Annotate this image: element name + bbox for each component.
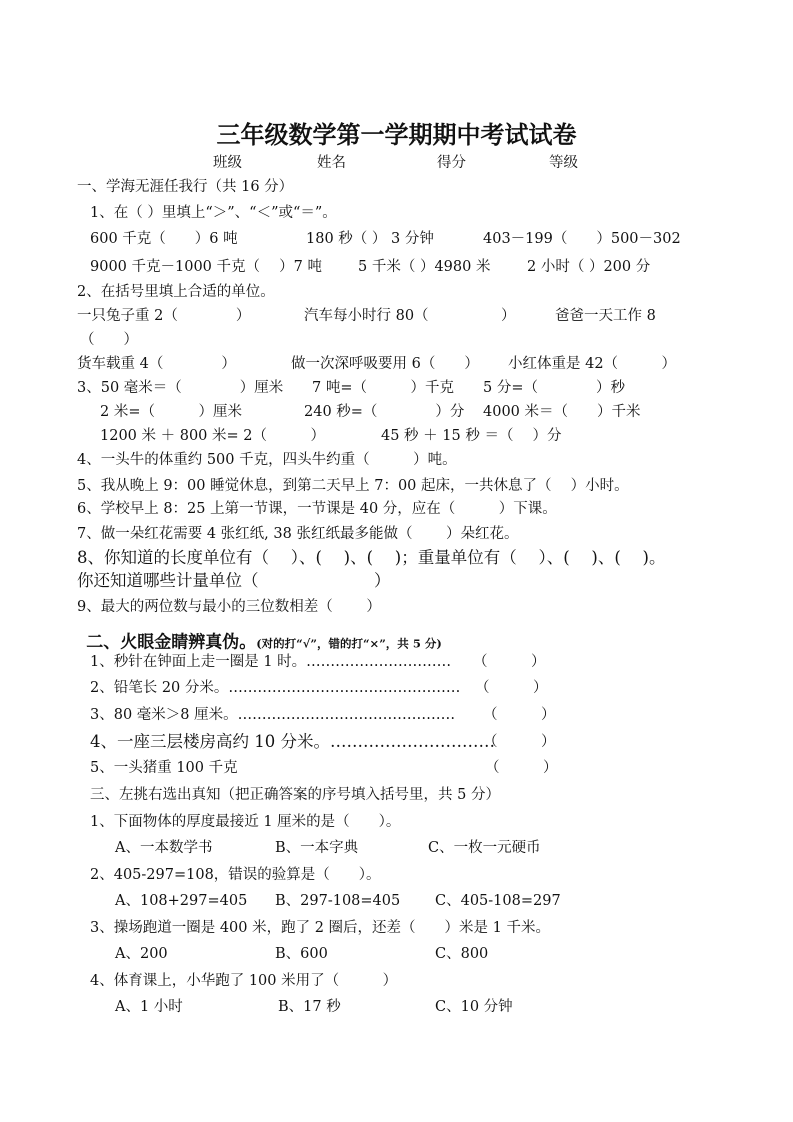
choice-option: C、800 bbox=[435, 945, 489, 962]
q6: 6、学校早上 8：25 上第一节课，一节课是 40 分，应在（ ）下课。 bbox=[77, 500, 557, 517]
q1-item: 2 小时（ ）200 分 bbox=[527, 258, 651, 275]
choice-option: B、600 bbox=[275, 945, 328, 962]
q2-item: 爸爸一天工作 8 bbox=[555, 307, 656, 324]
choice-question: 1、下面物体的厚度最接近 1 厘米的是（ ）。 bbox=[90, 813, 401, 830]
q2-prompt: 2、在括号里填上合适的单位。 bbox=[77, 283, 275, 300]
q2-item: 一只兔子重 2（ ） bbox=[77, 307, 251, 324]
q1-item: 180 秒（ ） 3 分钟 bbox=[306, 230, 434, 247]
q3-item: 45 秒 ＋ 15 秒 ＝（ ）分 bbox=[381, 427, 562, 444]
section3-heading: 三、左挑右选出真知（把正确答案的序号填入括号里，共 5 分） bbox=[90, 786, 500, 803]
q3-item: 5 分=（ ）秒 bbox=[483, 379, 625, 396]
choice-option: C、一枚一元硬币 bbox=[428, 839, 541, 856]
name-field-label: 姓名 bbox=[317, 154, 346, 171]
q1-item: 9000 千克－1000 千克（ ）7 吨 bbox=[90, 258, 322, 275]
judge-blank: （ ） bbox=[473, 653, 546, 670]
section2-note: (对的打“√”，错的打“×”，共 5 分) bbox=[256, 635, 442, 650]
q1-item: 5 千米（ ）4980 米 bbox=[358, 258, 491, 275]
q3-item: 3、50 毫米＝（ ）厘米 bbox=[77, 379, 284, 396]
judge-blank: （ ） bbox=[483, 706, 556, 723]
q1-prompt: 1、在（ ）里填上“＞”、“＜”或“＝”。 bbox=[90, 204, 337, 221]
choice-question: 2、405-297=108，错误的验算是（ ）。 bbox=[90, 866, 381, 883]
judge-blank: （ ） bbox=[475, 679, 548, 696]
choice-option: C、405-108=297 bbox=[435, 892, 561, 909]
choice-option: A、1 小时 bbox=[115, 998, 183, 1015]
q3-item: 2 米=（ ）厘米 bbox=[100, 403, 242, 420]
choice-option: A、200 bbox=[115, 945, 168, 962]
choice-question: 3、操场跑道一圈是 400 米，跑了 2 圈后，还差（ ）米是 1 千米。 bbox=[90, 919, 551, 936]
q3-item: 4000 米＝（ ）千米 bbox=[483, 403, 641, 420]
q7: 7、做一朵红花需要 4 张红纸, 38 张红纸最多能做（ ）朵红花。 bbox=[77, 525, 519, 542]
judge-item: 2、铅笔长 20 分米。………………………………………… bbox=[90, 679, 461, 696]
section1-heading: 一、学海无涯任我行（共 16 分） bbox=[77, 178, 294, 195]
q9: 9、最大的两位数与最小的三位数相差（ ） bbox=[77, 598, 381, 615]
class-field-label: 班级 bbox=[213, 154, 242, 171]
judge-blank: （ ） bbox=[483, 733, 556, 750]
judge-item: 3、80 毫米＞8 厘米。……………………………………… bbox=[90, 706, 456, 723]
q2-item: 货车载重 4（ ） bbox=[77, 355, 236, 372]
q2-item-cont: （ ） bbox=[80, 331, 138, 348]
choice-option: B、297-108=405 bbox=[275, 892, 401, 909]
judge-item: 4、一座三层楼房高约 10 分米。………………………… bbox=[90, 731, 495, 751]
grade-field-label: 等级 bbox=[549, 154, 578, 171]
score-field-label: 得分 bbox=[437, 154, 466, 171]
q8: 8、你知道的长度单位有（ ）、( )、( )；重量单位有（ ）、( )、( )。 bbox=[77, 547, 666, 567]
q3-item: 240 秒=（ ）分 bbox=[304, 403, 465, 420]
choice-option: B、一本字典 bbox=[275, 839, 359, 856]
section2-heading-row bbox=[77, 619, 442, 651]
section2-heading: 二、火眼金睛辨真伪。 bbox=[86, 631, 257, 652]
judge-item: 5、一头猪重 100 千克 bbox=[90, 759, 238, 776]
choice-option: B、17 秒 bbox=[278, 998, 341, 1015]
q2-item: 做一次深呼吸要用 6（ ） bbox=[291, 355, 479, 372]
choice-option: A、108+297=405 bbox=[115, 892, 248, 909]
q5: 5、我从晚上 9：00 睡觉休息，到第二天早上 7：00 起床，一共休息了（ ）小时。 bbox=[77, 477, 629, 494]
q1-item: 600 千克（ ）6 吨 bbox=[90, 230, 238, 247]
judge-item: 1、秒针在钟面上走一圈是 1 时。………………………… bbox=[90, 653, 452, 670]
q1-item: 403－199（ ）500－302 bbox=[483, 230, 681, 247]
q8-cont: 你还知道哪些计量单位（ ） bbox=[77, 570, 391, 590]
q4: 4、一头牛的体重约 500 千克，四头牛约重（ ）吨。 bbox=[77, 451, 457, 468]
choice-question: 4、体育课上，小华跑了 100 米用了（ ） bbox=[90, 972, 398, 989]
choice-option: C、10 分钟 bbox=[435, 998, 513, 1015]
page-title: 三年级数学第一学期期中考试试卷 bbox=[216, 121, 577, 149]
q3-item: 7 吨=（ ）千克 bbox=[312, 379, 454, 396]
q2-item: 汽车每小时行 80（ ） bbox=[304, 307, 516, 324]
judge-blank: （ ） bbox=[485, 759, 558, 776]
q3-item: 1200 米 ＋ 800 米= 2（ ） bbox=[100, 427, 325, 444]
q2-item: 小红体重是 42（ ） bbox=[508, 355, 677, 372]
choice-option: A、一本数学书 bbox=[115, 839, 213, 856]
